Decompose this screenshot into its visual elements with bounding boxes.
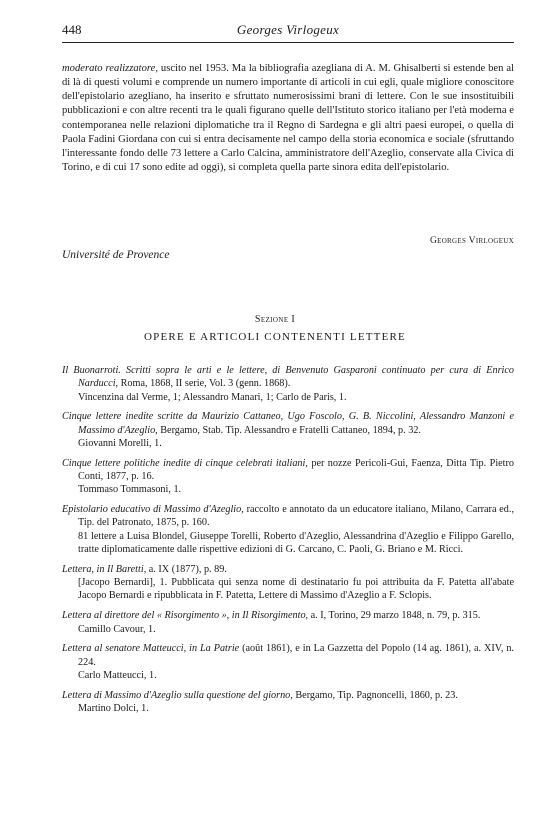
- entry-recipients: [Jacopo Bernardi], 1. Pubblicata qui senza nome di destinatario fu poi attribuita da F. Patetta all'abate Jacopo Bernardi e ripubblicata in F. Patetta, Lettere di Massimo d'Azeglio a F. Sclopis.: [78, 577, 514, 602]
- entry-citation: [62, 642, 514, 669]
- entry-title-italic: Lettera al senatore Matteucci, in La Patrie: [62, 643, 240, 655]
- entry-title-rest: , Bergamo, Stab. Tip. Alessandro e Fratelli Cattaneo, 1894, p. 32.: [155, 424, 421, 436]
- entry-title-italic: Cinque lettere politiche inedite di cinque celebrati italiani: [62, 457, 306, 469]
- intro-paragraph: [62, 62, 514, 175]
- entry-recipients: Carlo Matteucci, 1.: [78, 669, 157, 681]
- entry-recipients: Camillo Cavour, 1.: [78, 623, 156, 635]
- intro-text: , uscito nel 1953. Ma la bibliografia azegliana di A. M. Ghisalberti si estende ben al di là di questi volumi e comprende un numero importante di articoli in cui egli, quale migliore conoscitore dell'epistolario azegliano, ha inserito e sfruttato numerosissimi brani di lettere. Con le sue insostituibili pubblicazioni e con altre recenti tra le quali figurano quelle dell'Istituto storico italiano per l'età moderna e contemporanea nelle relazioni diplomatiche tra il Regno di Sardegna e gli altri paesi europei, o quella di Paola Fadini Giordana con cui si entra decisamente nel campo della storia economica e sociale (sfruttando l'interessante fondo delle 73 lettere a Carlo Calcina, amministratore dell'Azeglio, conservate alla Civica di Torino, e di cui 17 sono edite ad oggi), si completa quella parte sinora edita dell'epistolario.: [62, 63, 514, 174]
- entry-citation: [62, 457, 514, 484]
- entry-recipients: Tommaso Tommasoni, 1.: [78, 484, 182, 496]
- entry-recipients: 81 lettere a Luisa Blondel, Giuseppe Torelli, Roberto d'Azeglio, Alessandrina d'Azeglio e Filippo Garello, tratte diplomaticamente dalle rispettive edizioni di G. Carcano, C. Paoli, G. Briano e M. Ricci.: [78, 530, 514, 556]
- entry-title-italic: Lettera al direttore del « Risorgimento », in Il Risorgimento: [62, 610, 306, 622]
- entry-citation: [62, 503, 514, 530]
- author-signature: Georges Virlogeux: [429, 236, 514, 246]
- running-header: [62, 20, 514, 43]
- page-number: 448: [62, 22, 82, 37]
- entry-citation: [62, 689, 514, 702]
- entry-title-rest: , Bergamo, Tip. Pagnoncelli, 1860, p. 23.: [290, 689, 458, 701]
- entry-recipients: Martino Dolci, 1.: [78, 703, 149, 715]
- bibliography-entry: [62, 410, 514, 450]
- entry-title-italic: Il Buonarroti. Scritti sopra le arti e le lettere, di Benvenuto Gasparoni continuato per cura di Enrico Narducci: [62, 365, 514, 390]
- entry-title-italic: Lettera, in Il Baretti: [62, 563, 144, 575]
- entry-title-rest: , a. I, Torino, 29 marzo 1848, n. 79, p. 315.: [305, 610, 481, 622]
- intro-lead-italic: moderato realizzatore: [62, 63, 156, 74]
- entry-citation: [62, 364, 514, 391]
- bibliography-entry: [62, 689, 514, 716]
- entry-title-italic: Cinque lettere inedite scritte da Maurizio Cattaneo, Ugo Foscolo, G. B. Niccolini, Alessandro Manzoni e Massimo d'Azeglio: [62, 411, 514, 436]
- bibliography-entry: [62, 642, 514, 682]
- bibliography-entry: [62, 457, 514, 497]
- section-title: OPERE E ARTICOLI CONTENENTI LETTERE: [144, 331, 406, 343]
- bibliography-entry: [62, 609, 514, 636]
- bibliography-list: [62, 364, 514, 722]
- entry-title-italic: Lettera di Massimo d'Azeglio sulla questione del giorno: [62, 689, 291, 701]
- entry-recipients: Giovanni Morelli, 1.: [78, 437, 162, 449]
- entry-title-rest: , per nozze Pericoli-Gui, Faenza, Ditta Tip. Pietro Conti, 1877, p. 16.: [78, 457, 514, 483]
- entry-title-rest: , a. IX (1877), p. 89.: [143, 563, 227, 575]
- entry-title-italic: Epistolario educativo di Massimo d'Azeglio: [62, 504, 242, 516]
- bibliography-entry: [62, 364, 514, 404]
- section-label: Sezione I: [254, 314, 296, 325]
- entry-title-rest: (août 1861), e in La Gazzetta del Popolo (14 ag. 1861), a. XIV, n. 224.: [78, 643, 514, 668]
- bibliography-entry: [62, 563, 514, 603]
- entry-title-rest: , Roma, 1868, II serie, Vol. 3 (genn. 1868).: [115, 378, 291, 390]
- author-affiliation: Université de Provence: [62, 249, 170, 261]
- bibliography-entry: [62, 503, 514, 556]
- entry-title-rest: , raccolto e annotato da un educatore italiano, Milano, Carrara ed., Tip. del Patronato, 1875, p. 160.: [78, 504, 514, 529]
- entry-citation: [62, 410, 514, 437]
- running-title: Georges Virlogeux: [236, 22, 340, 37]
- entry-recipients: Vincenzina dal Verme, 1; Alessandro Manari, 1; Carlo de Paris, 1.: [78, 391, 347, 403]
- entry-citation: [62, 563, 514, 576]
- entry-citation: [62, 609, 514, 622]
